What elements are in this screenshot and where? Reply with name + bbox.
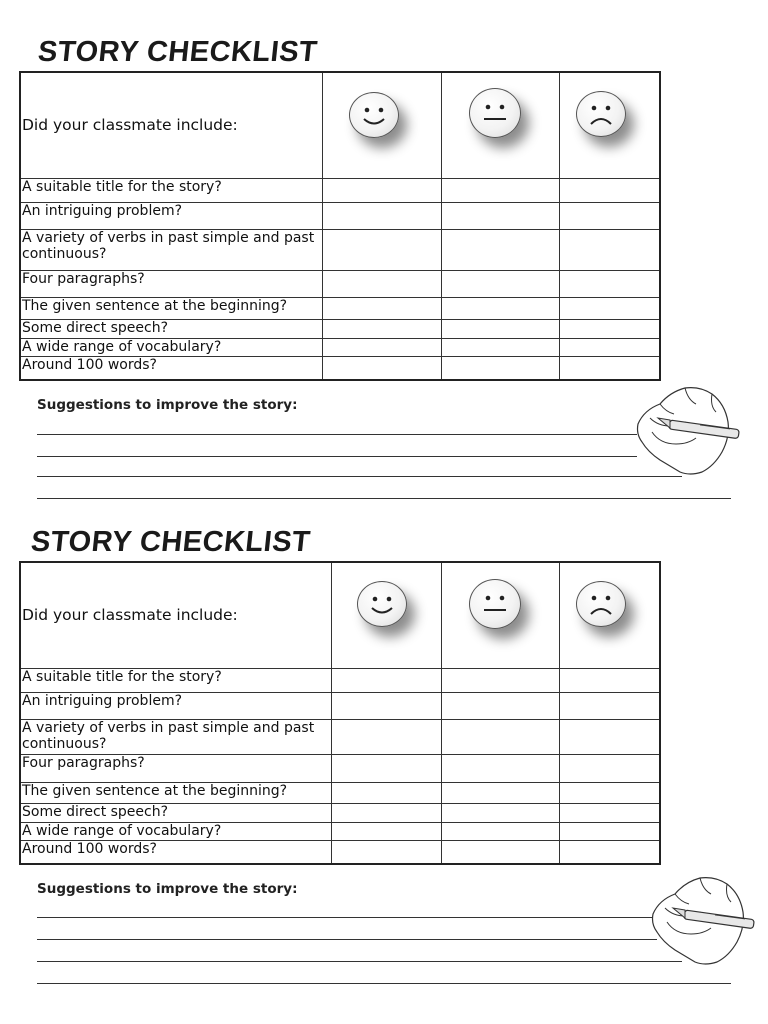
- row-question: A variety of verbs in past simple and past continuous?: [20, 229, 322, 270]
- neutral-checkbox-cell[interactable]: [441, 840, 559, 864]
- happy-checkbox-cell[interactable]: [331, 719, 441, 754]
- happy-checkbox-cell[interactable]: [322, 338, 441, 356]
- checklist-title: STORY CHECKLIST: [36, 36, 320, 68]
- suggestion-line[interactable]: [37, 983, 731, 984]
- happy-checkbox-cell[interactable]: [322, 202, 441, 229]
- happy-checkbox-cell[interactable]: [331, 840, 441, 864]
- suggestion-line[interactable]: [37, 476, 682, 477]
- neutral-checkbox-cell[interactable]: [441, 668, 559, 692]
- neutral-checkbox-cell[interactable]: [441, 297, 559, 319]
- sad-checkbox-cell[interactable]: [559, 178, 660, 202]
- table-row: [20, 229, 660, 270]
- suggestion-line[interactable]: [37, 917, 652, 918]
- neutral-face-icon: [469, 88, 521, 138]
- table-row: [20, 319, 660, 338]
- happy-checkbox-cell[interactable]: [331, 822, 441, 840]
- neutral-checkbox-cell[interactable]: [441, 692, 559, 719]
- row-question: A variety of verbs in past simple and past continuous?: [20, 719, 331, 754]
- header-question: Did your classmate include:: [20, 562, 331, 668]
- sad-checkbox-cell[interactable]: [559, 356, 660, 380]
- sad-checkbox-cell[interactable]: [559, 754, 660, 782]
- suggestion-line[interactable]: [37, 961, 682, 962]
- row-question: Around 100 words?: [20, 356, 322, 380]
- neutral-checkbox-cell[interactable]: [441, 356, 559, 380]
- sad-face-icon: [576, 91, 626, 137]
- checklist-table: [19, 561, 661, 865]
- sad-checkbox-cell[interactable]: [559, 719, 660, 754]
- sad-checkbox-cell[interactable]: [559, 840, 660, 864]
- row-question: Some direct speech?: [20, 319, 322, 338]
- writing-hand-icon: [645, 872, 760, 967]
- row-question: An intriguing problem?: [20, 202, 322, 229]
- neutral-checkbox-cell[interactable]: [441, 270, 559, 297]
- table-row: [20, 297, 660, 319]
- table-row: [20, 270, 660, 297]
- happy-checkbox-cell[interactable]: [322, 178, 441, 202]
- happy-checkbox-cell[interactable]: [331, 754, 441, 782]
- sad-checkbox-cell[interactable]: [559, 229, 660, 270]
- suggestion-line[interactable]: [37, 434, 637, 435]
- sad-checkbox-cell[interactable]: [559, 822, 660, 840]
- row-question: A suitable title for the story?: [20, 178, 322, 202]
- happy-checkbox-cell[interactable]: [331, 692, 441, 719]
- neutral-checkbox-cell[interactable]: [441, 178, 559, 202]
- header-question: Did your classmate include:: [20, 72, 322, 178]
- sad-checkbox-cell[interactable]: [559, 297, 660, 319]
- sad-face-icon: [576, 581, 626, 627]
- happy-face-icon: [349, 92, 399, 138]
- neutral-checkbox-cell[interactable]: [441, 338, 559, 356]
- table-row: [20, 338, 660, 356]
- row-question: A wide range of vocabulary?: [20, 822, 331, 840]
- header-row: [20, 72, 660, 178]
- sad-checkbox-cell[interactable]: [559, 692, 660, 719]
- happy-checkbox-cell[interactable]: [322, 229, 441, 270]
- table-row: [20, 692, 660, 719]
- neutral-checkbox-cell[interactable]: [441, 822, 559, 840]
- suggestions-label: Suggestions to improve the story:: [37, 397, 298, 413]
- row-question: The given sentence at the beginning?: [20, 782, 331, 803]
- neutral-checkbox-cell[interactable]: [441, 229, 559, 270]
- neutral-checkbox-cell[interactable]: [441, 319, 559, 338]
- table-row: [20, 803, 660, 822]
- table-row: [20, 782, 660, 803]
- neutral-checkbox-cell[interactable]: [441, 719, 559, 754]
- header-row: [20, 562, 660, 668]
- neutral-checkbox-cell[interactable]: [441, 754, 559, 782]
- neutral-checkbox-cell[interactable]: [441, 782, 559, 803]
- neutral-checkbox-cell[interactable]: [441, 803, 559, 822]
- happy-checkbox-cell[interactable]: [322, 319, 441, 338]
- row-question: A wide range of vocabulary?: [20, 338, 322, 356]
- happy-face-icon: [357, 581, 407, 627]
- table-row: [20, 840, 660, 864]
- happy-checkbox-cell[interactable]: [322, 297, 441, 319]
- table-row: [20, 719, 660, 754]
- row-question: Four paragraphs?: [20, 754, 331, 782]
- checklist-table: [19, 71, 661, 381]
- sad-checkbox-cell[interactable]: [559, 668, 660, 692]
- table-row: [20, 178, 660, 202]
- table-row: [20, 754, 660, 782]
- sad-checkbox-cell[interactable]: [559, 202, 660, 229]
- suggestion-line[interactable]: [37, 498, 731, 499]
- happy-checkbox-cell[interactable]: [331, 668, 441, 692]
- suggestion-line[interactable]: [37, 456, 637, 457]
- table-row: [20, 356, 660, 380]
- row-question: An intriguing problem?: [20, 692, 331, 719]
- suggestions-label: Suggestions to improve the story:: [37, 881, 298, 897]
- neutral-face-icon: [469, 579, 521, 629]
- table-row: [20, 822, 660, 840]
- writing-hand-icon: [630, 382, 745, 477]
- happy-checkbox-cell[interactable]: [331, 782, 441, 803]
- row-question: Some direct speech?: [20, 803, 331, 822]
- suggestion-line[interactable]: [37, 939, 657, 940]
- checklist-title: STORY CHECKLIST: [29, 526, 313, 558]
- neutral-checkbox-cell[interactable]: [441, 202, 559, 229]
- table-row: [20, 202, 660, 229]
- happy-checkbox-cell[interactable]: [322, 270, 441, 297]
- table-row: [20, 668, 660, 692]
- sad-checkbox-cell[interactable]: [559, 338, 660, 356]
- sad-checkbox-cell[interactable]: [559, 782, 660, 803]
- row-question: A suitable title for the story?: [20, 668, 331, 692]
- sad-checkbox-cell[interactable]: [559, 270, 660, 297]
- row-question: Around 100 words?: [20, 840, 331, 864]
- happy-checkbox-cell[interactable]: [322, 356, 441, 380]
- happy-checkbox-cell[interactable]: [331, 803, 441, 822]
- sad-checkbox-cell[interactable]: [559, 803, 660, 822]
- row-question: Four paragraphs?: [20, 270, 322, 297]
- row-question: The given sentence at the beginning?: [20, 297, 322, 319]
- sad-checkbox-cell[interactable]: [559, 319, 660, 338]
